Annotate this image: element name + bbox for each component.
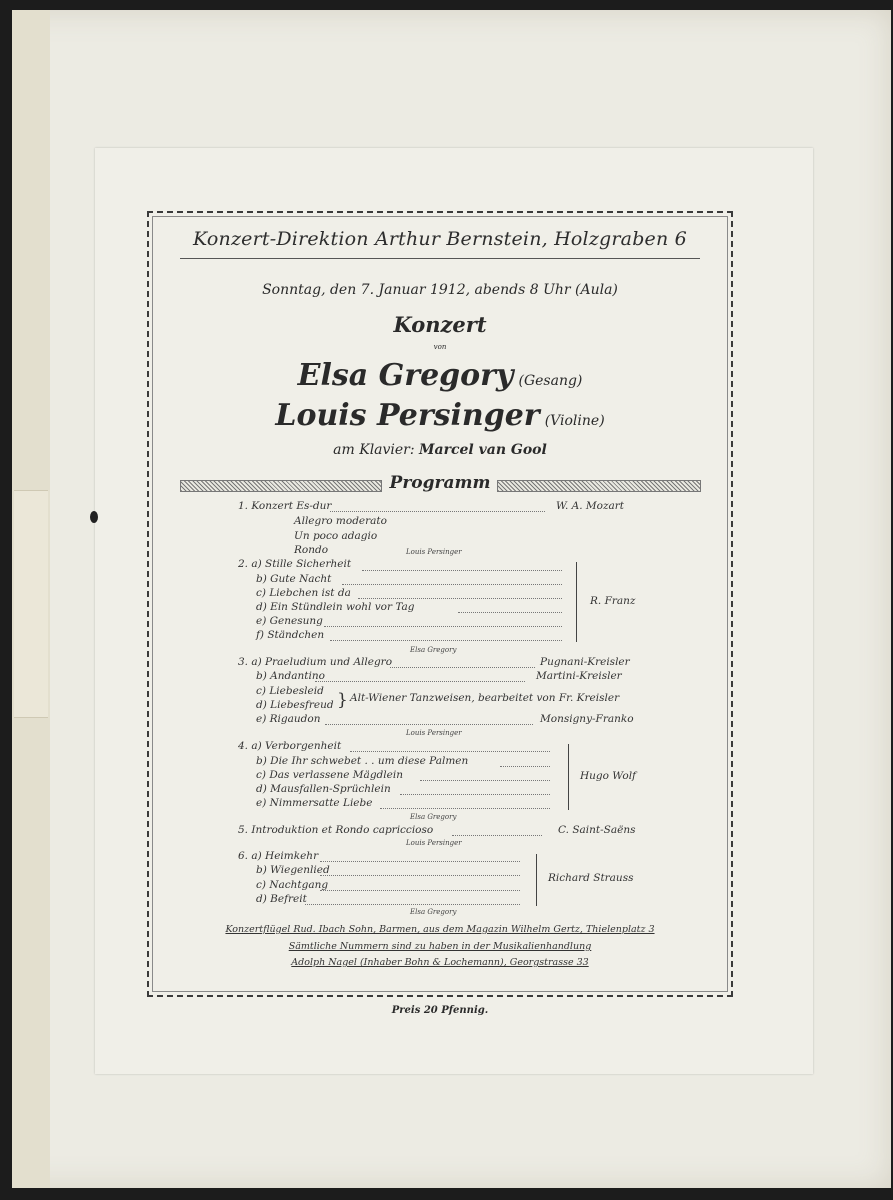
von-label: von bbox=[433, 343, 447, 351]
composer: C. Saint-Saëns bbox=[558, 824, 636, 836]
composer: R. Franz bbox=[590, 595, 636, 607]
program-item: b) Andantino bbox=[256, 670, 325, 682]
artist-line-1 bbox=[147, 358, 733, 393]
artist-line-2 bbox=[147, 398, 733, 433]
punch-hole bbox=[90, 511, 98, 523]
concert-director: Konzert-Direktion Arthur Bernstein, Holzgraben 6 bbox=[193, 228, 687, 250]
composer: Alt-Wiener Tanzweisen, bearbeitet von Fr. Kreisler bbox=[350, 692, 620, 704]
program-item: c) Das verlassene Mägdlein bbox=[256, 769, 403, 781]
movement: Un poco adagio bbox=[294, 530, 378, 542]
binding-tab bbox=[14, 490, 48, 718]
program-item: 5. Introduktion et Rondo capriccioso bbox=[238, 824, 434, 836]
program-item: c) Liebesleid bbox=[256, 685, 324, 697]
footer-line: Adolph Nagel (Inhaber Bohn & Lochemann), Georgstrasse 33 bbox=[291, 957, 589, 968]
performer-credit: Elsa Gregory bbox=[410, 813, 457, 821]
composer: Monsigny-Franko bbox=[540, 713, 634, 725]
artist-name: Louis Persinger bbox=[275, 398, 540, 433]
composer: Hugo Wolf bbox=[580, 770, 636, 782]
program-item: e) Genesung bbox=[256, 615, 323, 627]
program-item: d) Ein Stündlein wohl vor Tag bbox=[256, 601, 415, 613]
performer-credit: Louis Persinger bbox=[406, 729, 462, 737]
piano-line bbox=[147, 442, 733, 458]
composer: W. A. Mozart bbox=[556, 500, 624, 512]
performer-credit: Louis Persinger bbox=[406, 548, 462, 556]
date-line: Sonntag, den 7. Januar 1912, abends 8 Uhr (Aula) bbox=[262, 282, 618, 298]
performer-credit: Elsa Gregory bbox=[410, 908, 457, 916]
director-underline bbox=[180, 258, 700, 259]
program-item: b) Gute Nacht bbox=[256, 573, 332, 585]
composer: Richard Strauss bbox=[548, 872, 634, 884]
program-item: 1. Konzert Es-dur bbox=[238, 500, 332, 512]
program-item: e) Rigaudon bbox=[256, 713, 321, 725]
program-item: 4. a) Verborgenheit bbox=[238, 740, 342, 752]
footer-line: Konzertflügel Rud. Ibach Sohn, Barmen, aus dem Magazin Wilhelm Gertz, Thielenplatz 3 bbox=[225, 924, 655, 935]
composer: Martini-Kreisler bbox=[536, 670, 622, 682]
movement: Allegro moderato bbox=[294, 515, 387, 527]
price: Preis 20 Pfennig. bbox=[391, 1005, 489, 1016]
footer-line: Sämtliche Nummern sind zu haben in der Musikalienhandlung bbox=[288, 941, 592, 952]
program-item: d) Liebesfreud bbox=[256, 699, 334, 711]
artist-role: (Violine) bbox=[544, 413, 605, 429]
program-item: e) Nimmersatte Liebe bbox=[256, 797, 373, 809]
program-item: 3. a) Praeludium und Allegro bbox=[238, 656, 393, 668]
program-item: 6. a) Heimkehr bbox=[238, 850, 319, 862]
performer-credit: Louis Persinger bbox=[406, 839, 462, 847]
program-item: c) Liebchen ist da bbox=[256, 587, 351, 599]
artist-name: Elsa Gregory bbox=[297, 358, 514, 393]
program-item: b) Wiegenlied bbox=[256, 864, 330, 876]
pianist-name: Marcel van Gool bbox=[419, 442, 547, 458]
program-heading: Programm bbox=[389, 473, 491, 493]
program-item: b) Die Ihr schwebet . . um diese Palmen bbox=[256, 755, 469, 767]
program-item: f) Ständchen bbox=[256, 629, 325, 641]
artist-role: (Gesang) bbox=[518, 373, 583, 389]
program-item: d) Befreit bbox=[256, 893, 307, 905]
movement: Rondo bbox=[294, 544, 329, 556]
performer-credit: Elsa Gregory bbox=[410, 646, 457, 654]
program-item: c) Nachtgang bbox=[256, 879, 329, 891]
program-item: 2. a) Stille Sicherheit bbox=[238, 558, 352, 570]
event-title: Konzert bbox=[393, 312, 487, 337]
program-item: d) Mausfallen-Sprüchlein bbox=[256, 783, 391, 795]
composer: Pugnani-Kreisler bbox=[540, 656, 630, 668]
piano-prefix: am Klavier: bbox=[333, 442, 415, 458]
